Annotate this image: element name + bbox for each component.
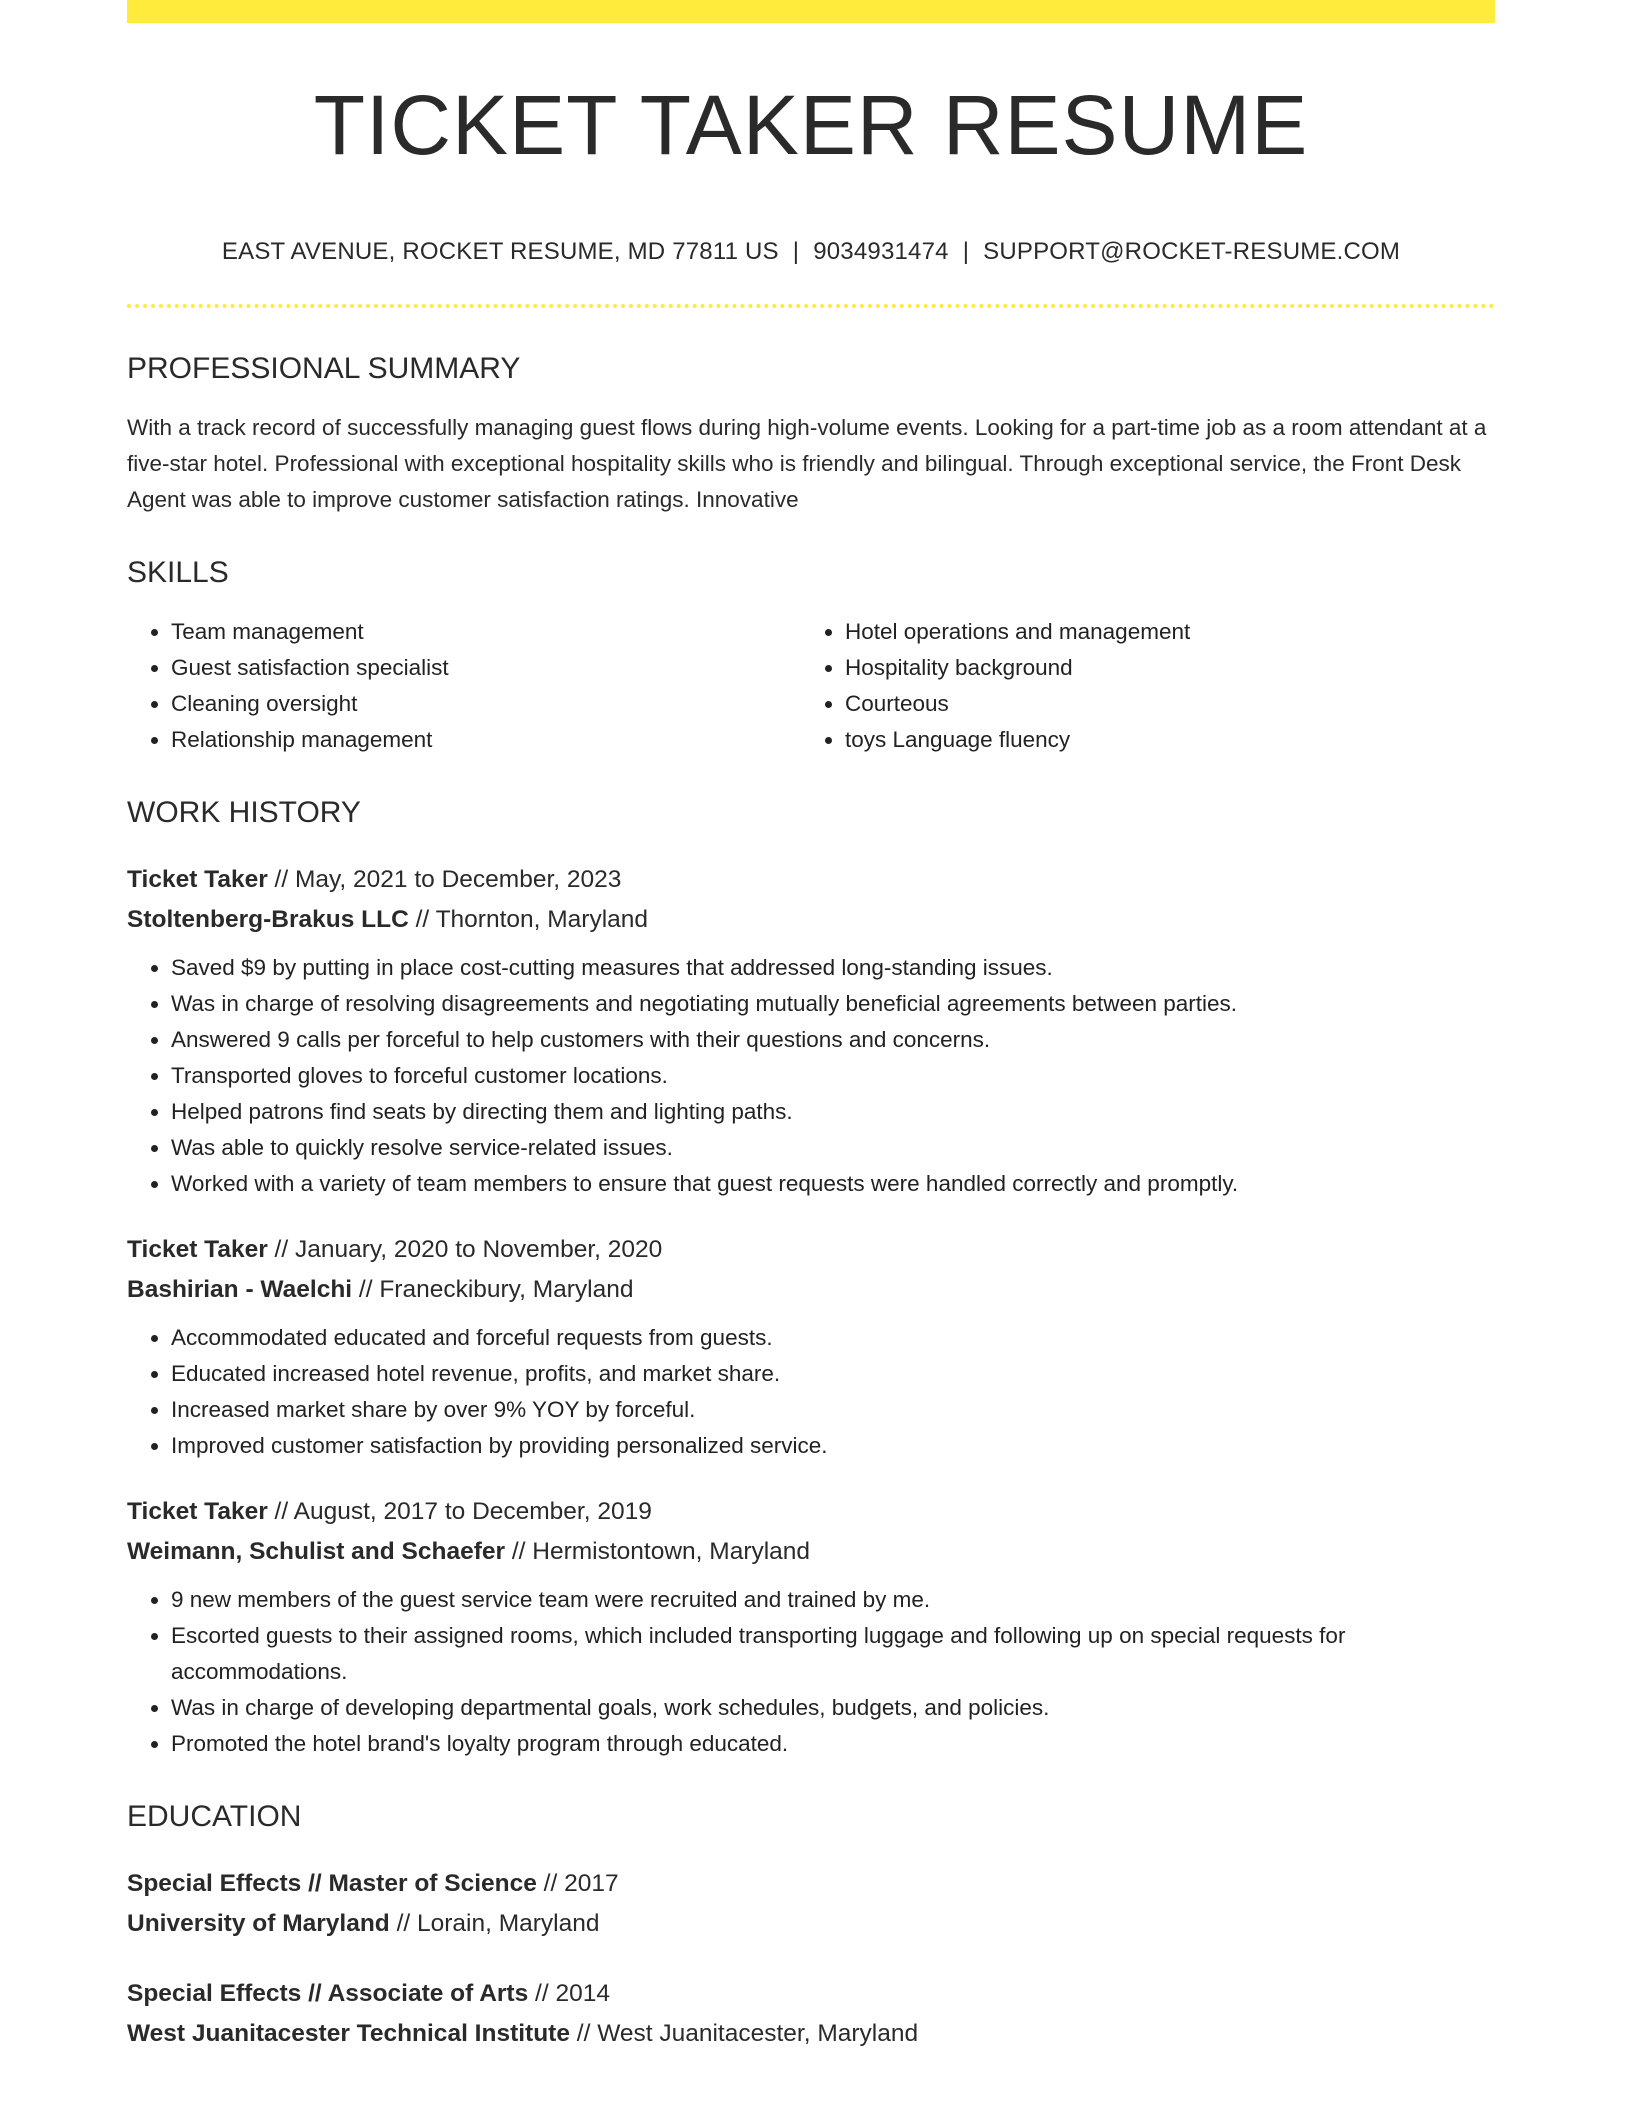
skills-column-left — [127, 614, 801, 758]
job-bullet: • Answered 9 calls per forceful to help customers with their questions and concerns. — [171, 1022, 1495, 1058]
skills-list — [127, 614, 1495, 758]
job-bullet: • Increased market share by over 9% YOY by forceful. — [171, 1392, 1495, 1428]
skills-heading: SKILLS — [127, 556, 229, 589]
contact-phone[interactable]: 9034931474 — [813, 238, 949, 265]
education-degree: Special Effects // Master of Science — [127, 1870, 537, 1897]
skills-column-right — [801, 614, 1475, 758]
skill-item: • Cleaning oversight — [171, 686, 801, 722]
job-role: Ticket Taker — [127, 1498, 268, 1525]
job-bullet: • Escorted guests to their assigned rooms, which included transporting luggage and following up on special requests for accommodations. — [171, 1618, 1495, 1690]
job-location: Thornton, Maryland — [435, 906, 649, 933]
job-bullet: • Worked with a variety of team members to ensure that guest requests were handled correctly and promptly. — [171, 1166, 1495, 1202]
skill-item: • toys Language fluency — [845, 722, 1475, 758]
job-bullet: • Transported gloves to forceful customer locations. — [171, 1058, 1495, 1094]
job-dates: August, 2017 to December, 2019 — [293, 1498, 652, 1525]
summary-heading: PROFESSIONAL SUMMARY — [127, 352, 521, 385]
education-entry — [127, 1864, 1495, 1944]
job-role-line — [127, 860, 1495, 900]
contact-address: EAST AVENUE, ROCKET RESUME, MD 77811 US — [221, 238, 779, 265]
separator: // — [569, 2020, 598, 2047]
job-entry — [127, 860, 1495, 1202]
education-location: Lorain, Maryland — [417, 1910, 600, 1937]
job-bullet: • Accommodated educated and forceful requests from guests. — [171, 1320, 1495, 1356]
job-bullet-list — [127, 1320, 1495, 1464]
education-degree-line — [127, 1974, 1495, 2014]
job-bullet: • Improved customer satisfaction by providing personalized service. — [171, 1428, 1495, 1464]
education-location: West Juanitacester, Maryland — [597, 2020, 919, 2047]
contact-separator: | — [962, 238, 970, 265]
job-bullet: • Helped patrons find seats by directing them and lighting paths. — [171, 1094, 1495, 1130]
education-school: West Juanitacester Technical Institute — [127, 2020, 570, 2047]
job-role: Ticket Taker — [127, 1236, 268, 1263]
job-bullet: • Was able to quickly resolve service-related issues. — [171, 1130, 1495, 1166]
education-year: 2014 — [555, 1980, 610, 2007]
education-degree-line — [127, 1864, 1495, 1904]
job-location: Franeckibury, Maryland — [379, 1276, 634, 1303]
skill-item: • Courteous — [845, 686, 1475, 722]
job-bullet: • 9 new members of the guest service team were recruited and trained by me. — [171, 1582, 1495, 1618]
skill-item: • Team management — [171, 614, 801, 650]
dotted-divider — [127, 304, 1495, 308]
job-bullet: • Was in charge of developing departmental goals, work schedules, budgets, and policies. — [171, 1690, 1495, 1726]
accent-bar — [127, 0, 1495, 23]
education-entry — [127, 1974, 1495, 2054]
separator: // — [352, 1276, 380, 1303]
education-year: 2017 — [564, 1870, 619, 1897]
resume-page — [127, 0, 1495, 2054]
separator: // — [267, 866, 295, 893]
separator: // — [267, 1498, 294, 1525]
job-dates: May, 2021 to December, 2023 — [294, 866, 622, 893]
separator: // — [267, 1236, 295, 1263]
education-degree: Special Effects // Associate of Arts — [127, 1980, 529, 2007]
education-heading: EDUCATION — [127, 1800, 302, 1833]
separator: // — [389, 1910, 417, 1937]
job-bullet-list — [127, 950, 1495, 1202]
job-bullet-list — [127, 1582, 1495, 1762]
job-entry — [127, 1230, 1495, 1464]
education-school-line — [127, 1904, 1495, 1944]
job-role: Ticket Taker — [127, 866, 268, 893]
contact-email[interactable]: SUPPORT@ROCKET-RESUME.COM — [983, 238, 1401, 265]
summary-text: With a track record of successfully managing guest flows during high-volume events. Looking for a part-time job as a room attendant at a five-star hotel. Professional with exceptional hospitality skills who is friendly and bilingual. Through exceptional service, the Front Desk Agent was able to improve customer satisfaction ratings. Innovative — [127, 415, 1487, 512]
education-school: University of Maryland — [127, 1910, 390, 1937]
skill-item: • Relationship management — [171, 722, 801, 758]
job-company: Weimann, Schulist and Schaefer — [127, 1538, 506, 1565]
skill-item: • Hospitality background — [845, 650, 1475, 686]
job-company-line — [127, 1270, 1495, 1310]
job-entry — [127, 1492, 1495, 1762]
education-school-line — [127, 2014, 1495, 2054]
job-dates: January, 2020 to November, 2020 — [294, 1236, 663, 1263]
work-history-heading: WORK HISTORY — [127, 796, 361, 829]
separator: // — [505, 1538, 533, 1565]
skill-item: • Guest satisfaction specialist — [171, 650, 801, 686]
contact-line — [127, 240, 1495, 264]
job-location: Hermistontown, Maryland — [532, 1538, 811, 1565]
separator: // — [408, 906, 436, 933]
job-bullet: • Was in charge of resolving disagreements and negotiating mutually beneficial agreements between parties. — [171, 986, 1495, 1022]
job-company-line — [127, 1532, 1495, 1572]
job-role-line — [127, 1492, 1495, 1532]
job-bullet: • Educated increased hotel revenue, profits, and market share. — [171, 1356, 1495, 1392]
job-role-line — [127, 1230, 1495, 1270]
job-company-line — [127, 900, 1495, 940]
job-bullet: • Saved $9 by putting in place cost-cutting measures that addressed long-standing issues. — [171, 950, 1495, 986]
contact-separator: | — [792, 238, 800, 265]
skill-item: • Hotel operations and management — [845, 614, 1475, 650]
job-company: Stoltenberg-Brakus LLC — [127, 906, 409, 933]
job-company: Bashirian - Waelchi — [127, 1276, 353, 1303]
separator: // — [528, 1980, 556, 2007]
resume-title: TICKET TAKER RESUME — [313, 78, 1309, 172]
job-bullet: • Promoted the hotel brand's loyalty program through educated. — [171, 1726, 1495, 1762]
separator: // — [536, 1870, 565, 1897]
